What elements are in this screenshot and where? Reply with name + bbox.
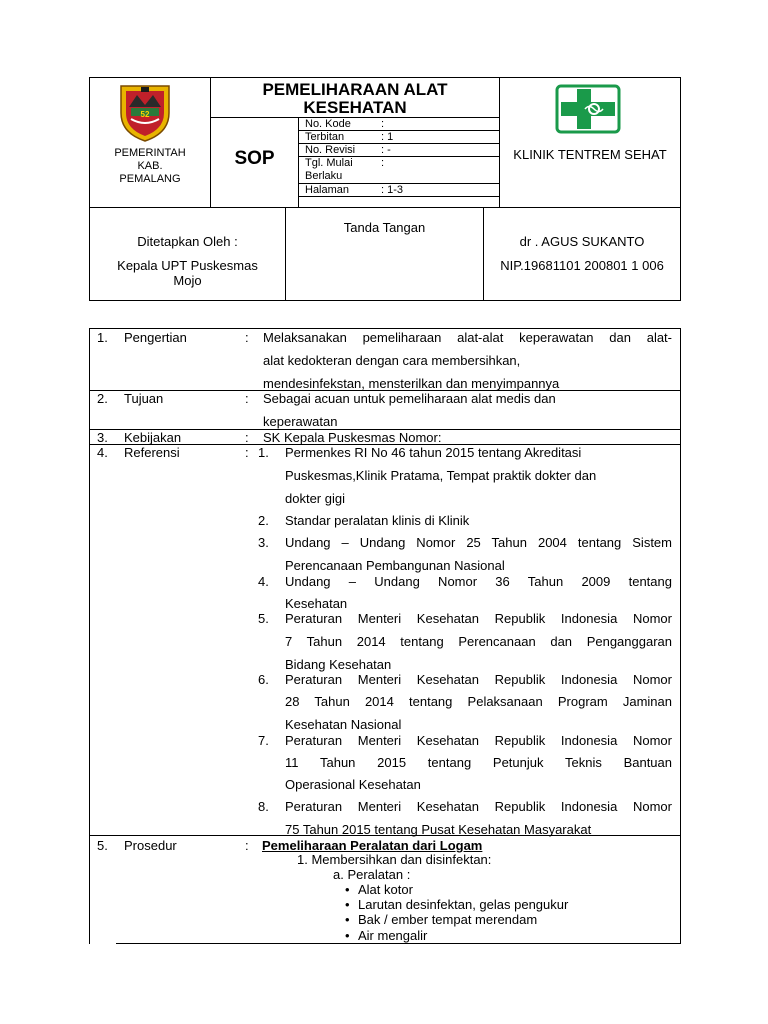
section-2-line-2: keperawatan	[263, 414, 338, 429]
set-by-label: Ditetapkan Oleh :	[137, 234, 238, 249]
set-by-role-line-2: Mojo	[173, 273, 202, 288]
reference-2-line-1: Standar peralatan klinis di Klinik	[285, 513, 470, 528]
procedure-item-4: Air mengalir	[358, 928, 428, 943]
reference-6-line-2: 28 Tahun 2014 tentang Pelaksanaan Program Jaminan	[285, 694, 672, 709]
reference-6-line-1: Peraturan Menteri Kesehatan Republik Indonesia Nomor	[285, 672, 672, 687]
set-by-role-line-1: Kepala UPT Puskesmas	[117, 258, 258, 273]
doc-info-value-terbitan: : 1	[381, 131, 394, 143]
section-3-line-1: SK Kepala Puskesmas Nomor:	[263, 430, 442, 445]
procedure-item-3: Bak / ember tempat merendam	[358, 912, 538, 927]
reference-7-line-3: Operasional Kesehatan	[285, 777, 421, 792]
section-3-number: 3.	[97, 430, 108, 445]
official-nip: NIP.19681101 200801 1 006	[500, 258, 664, 273]
bullet-2-icon: •	[345, 897, 350, 912]
reference-8-line-2: 75 Tahun 2015 tentang Pusat Kesehatan Masyarakat	[285, 822, 592, 837]
reference-2-number: 2.	[258, 513, 269, 528]
left-org-line-3: PEMALANG	[119, 173, 181, 185]
section-2-label: Tujuan	[124, 391, 164, 406]
reference-1-number: 1.	[258, 445, 269, 460]
section-2-line-1: Sebagai acuan untuk pemeliharaan alat medis dan	[263, 391, 556, 406]
reference-5-line-2: 7 Tahun 2014 tentang Perencanaan dan Penganggaran	[285, 634, 672, 649]
sop-label: SOP	[234, 148, 275, 169]
reference-7-line-1: Peraturan Menteri Kesehatan Republik Indonesia Nomor	[285, 733, 672, 748]
section-4-label: Referensi	[124, 445, 180, 460]
reference-7-line-2: 11 Tahun 2015 tentang Petunjuk Teknis Bantuan	[285, 755, 672, 770]
document-title-line-1: PEMELIHARAAN ALAT	[262, 80, 448, 99]
clinic-cross-logo-icon	[555, 84, 621, 134]
reference-1-line-1: Permenkes RI No 46 tahun 2015 tentang Akreditasi	[285, 445, 582, 460]
reference-8-line-1: Peraturan Menteri Kesehatan Republik Indonesia Nomor	[285, 799, 672, 814]
reference-5-number: 5.	[258, 611, 269, 626]
section-3-label: Kebijakan	[124, 430, 182, 445]
reference-4-number: 4.	[258, 574, 269, 589]
doc-info-label-kode: No. Kode	[305, 118, 351, 130]
section-1-line-2: alat kedokteran dengan cara membersihkan,	[263, 353, 521, 368]
bullet-1-icon: •	[345, 882, 350, 897]
doc-info-value-tgl: :	[381, 157, 385, 169]
doc-info-value-kode: :	[381, 118, 385, 130]
reference-4-line-1: Undang – Undang Nomor 36 Tahun 2009 tentang	[285, 574, 672, 589]
doc-info-value-halaman: : 1-3	[381, 184, 404, 196]
reference-5-line-3: Bidang Kesehatan	[285, 657, 392, 672]
doc-info-label-berlaku: Berlaku	[305, 170, 343, 182]
reference-4-line-2: Kesehatan	[285, 596, 348, 611]
section-1-line-3: mendesinfekstan, mensterilkan dan menyimpannya	[263, 376, 560, 391]
reference-1-line-2: Puskesmas,Klinik Pratama, Tempat praktik dokter dan	[285, 468, 597, 483]
bullet-3-icon: •	[345, 912, 350, 927]
doc-info-label-revisi: No. Revisi	[305, 144, 356, 156]
section-5-colon: :	[245, 838, 249, 853]
procedure-sub-a: a. Peralatan :	[333, 867, 411, 882]
procedure-step-1: 1. Membersihkan dan disinfektan:	[297, 852, 492, 867]
reference-8-number: 8.	[258, 799, 269, 814]
section-1-label: Pengertian	[124, 330, 187, 345]
section-4-number: 4.	[97, 445, 108, 460]
reference-3-number: 3.	[258, 535, 269, 550]
signature-label: Tanda Tangan	[343, 220, 426, 235]
doc-info-label-tgl: Tgl. Mulai	[305, 157, 353, 169]
left-org-line-2: KAB.	[137, 160, 163, 172]
bullet-4-icon: •	[345, 928, 350, 943]
procedure-item-1: Alat kotor	[358, 882, 413, 897]
reference-3-line-1: Undang – Undang Nomor 25 Tahun 2004 tentang Sistem	[285, 535, 672, 550]
svg-text:52: 52	[140, 110, 150, 119]
section-5-heading: Pemeliharaan Peralatan dari Logam	[262, 838, 483, 853]
pemalang-emblem-icon	[117, 83, 173, 143]
section-3-colon: :	[245, 430, 249, 445]
reference-7-number: 7.	[258, 733, 269, 748]
doc-info-value-revisi: : -	[381, 144, 391, 156]
section-4-colon: :	[245, 445, 249, 460]
clinic-name: KLINIK TENTREM SEHAT	[513, 147, 667, 162]
document-title-line-2: KESEHATAN	[303, 98, 407, 117]
reference-6-number: 6.	[258, 672, 269, 687]
section-5-number: 5.	[97, 838, 108, 853]
section-5-label: Prosedur	[124, 838, 177, 853]
section-2-colon: :	[245, 391, 249, 406]
reference-6-line-3: Kesehatan Nasional	[285, 717, 402, 732]
official-name: dr . AGUS SUKANTO	[519, 234, 645, 249]
reference-3-line-2: Perencanaan Pembangunan Nasional	[285, 558, 505, 573]
section-1-number: 1.	[97, 330, 108, 345]
procedure-item-2: Larutan desinfektan, gelas pengukur	[358, 897, 569, 912]
section-2-number: 2.	[97, 391, 108, 406]
doc-info-label-terbitan: Terbitan	[305, 131, 345, 143]
section-1-line-1: Melaksanakan pemeliharaan alat-alat keperawatan dan alat-	[263, 330, 672, 345]
reference-1-line-3: dokter gigi	[285, 491, 345, 506]
doc-info-label-halaman: Halaman	[305, 184, 350, 196]
section-1-colon: :	[245, 330, 249, 345]
left-org-line-1: PEMERINTAH	[114, 147, 186, 159]
reference-5-line-1: Peraturan Menteri Kesehatan Republik Indonesia Nomor	[285, 611, 672, 626]
